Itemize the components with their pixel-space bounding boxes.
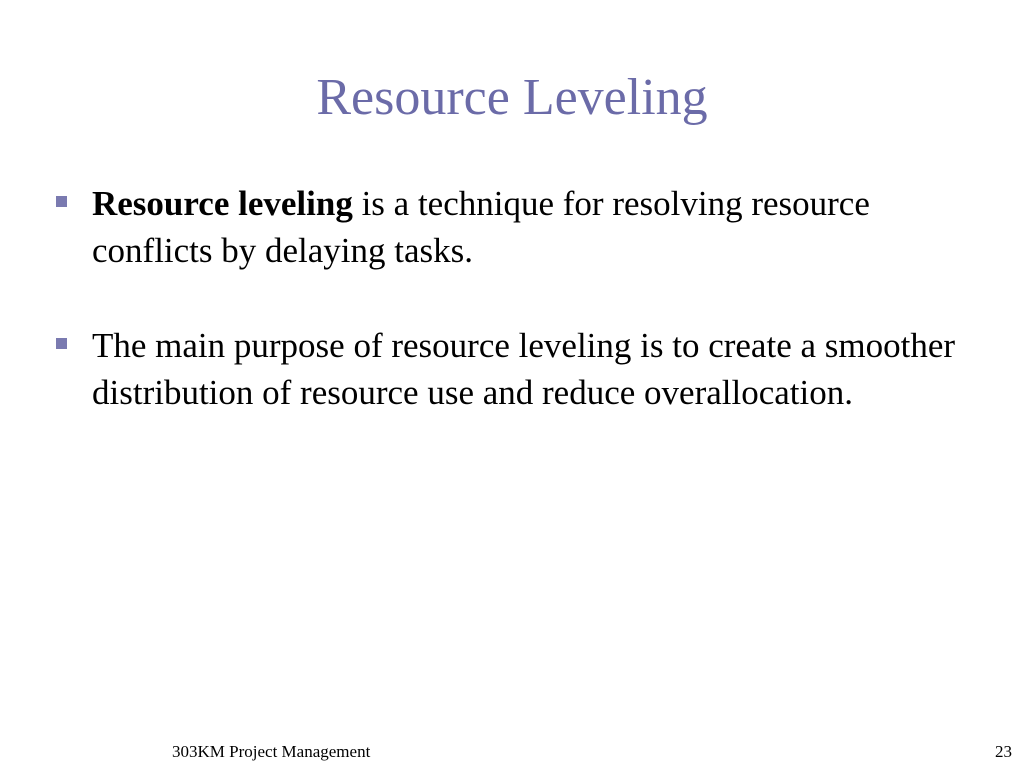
- square-bullet-icon: [56, 196, 67, 207]
- bullet-term: Resource leveling: [92, 184, 353, 223]
- bullet-item-2: [56, 322, 986, 416]
- square-bullet-icon: [56, 338, 67, 349]
- footer-page-number: 23: [995, 742, 1012, 761]
- footer-course: 303KM Project Management: [172, 742, 371, 761]
- bullet-text-1: [92, 184, 870, 270]
- bullet-item-1: [56, 180, 986, 274]
- bullet-definition: is a technique for resolving resource conflicts by delaying tasks.: [92, 184, 870, 270]
- bullet-text-2: The main purpose of resource leveling is to create a smoother distribution of resource use and reduce overallocation.: [92, 326, 956, 412]
- bullet-list: [56, 180, 986, 464]
- slide-title: Resource Leveling: [316, 69, 708, 126]
